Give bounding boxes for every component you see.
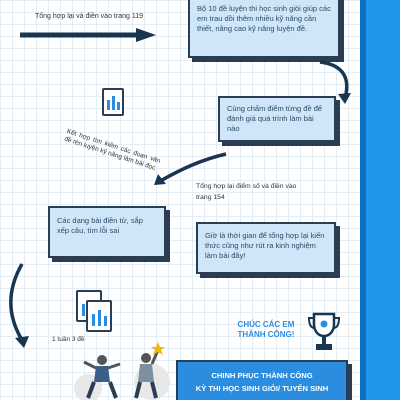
curve-arrow-icon (2, 260, 42, 350)
summary-box: Giờ là thời gian để tổng hợp lại kiến thức cũng như rút ra kinh nghiệm làm bài đây! (196, 222, 336, 274)
final-banner (176, 360, 348, 400)
grading-box: Cùng chấm điểm từng đề để đánh giá quá trình làm bài nào (218, 96, 336, 142)
trophy-icon (306, 310, 342, 354)
document-icon (102, 88, 124, 116)
blue-sidebar (360, 0, 400, 400)
intro-box: Bộ 10 đề luyện thi học sinh giỏi giúp các em trau dồi thêm nhiều kỹ năng cần thiết, nâng cao kỹ năng luyện đề. (188, 0, 340, 58)
people-illustration (70, 338, 180, 400)
congrats-line1: CHÚC CÁC EM (237, 320, 295, 329)
exercise-types-box: Các dạng bài điền từ, sắp xếp câu, tìm lỗi sai (48, 206, 166, 258)
final-line1: CHINH PHỤC THÀNH CÔNG (211, 371, 313, 380)
score-note: Tổng hợp lại điểm số và điền vào trang 154 (196, 183, 297, 201)
top-note: Tổng hợp lại và điền vào trang 119 (35, 13, 143, 20)
final-line2: KỲ THI HỌC SINH GIỎI/ TUYỂN SINH (195, 384, 329, 394)
document-icon (86, 300, 112, 332)
congrats-text (226, 320, 306, 340)
reading-note: Kết hợp tìm kiếm các đoạn văn đề rèn luyện kỹ năng làm bài đọc (63, 128, 162, 173)
weekly-note: 1 tuần 3 đề (52, 336, 85, 343)
arrow-right-icon (18, 26, 158, 44)
congrats-line2: THÀNH CÔNG! (237, 330, 295, 339)
